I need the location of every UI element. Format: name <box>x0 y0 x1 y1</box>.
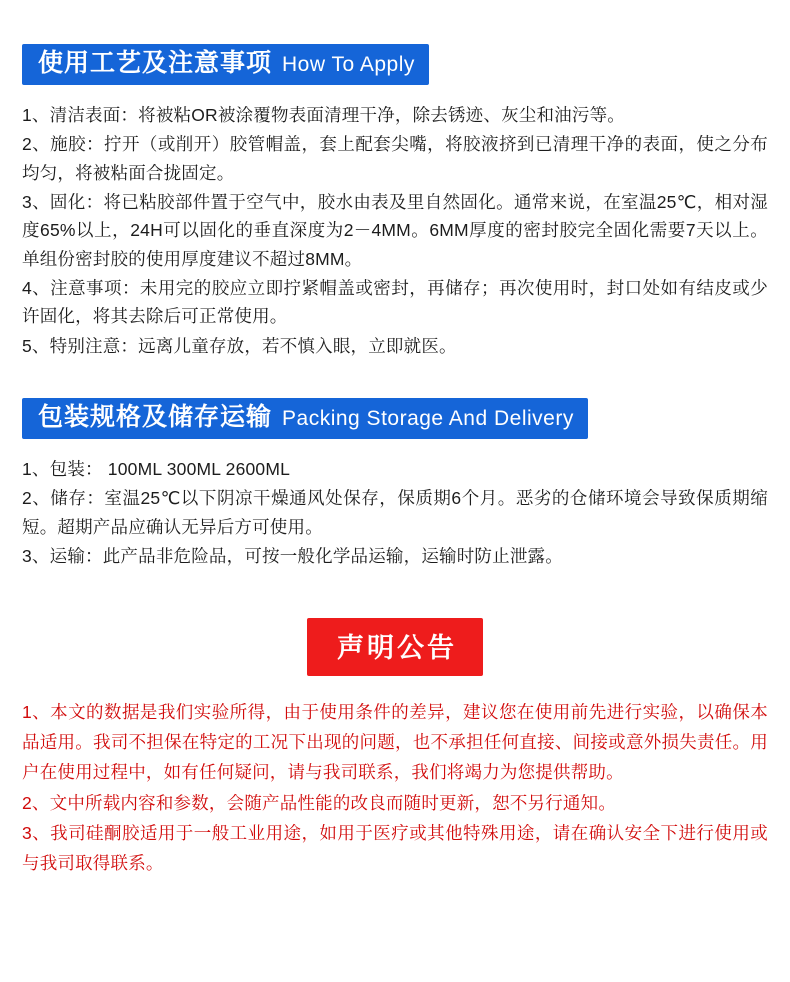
how-to-apply-heading-banner <box>22 44 429 85</box>
packing-line: 2、储存：室温25℃以下阴凉干燥通风处保存，保质期6个月。恶劣的仓储环境会导致保质期缩短。超期产品应确认无异后方可使用。 <box>22 488 768 537</box>
how-to-apply-line: 1、清洁表面：将被粘OR被涂覆物表面清理干净，除去锈迹、灰尘和油污等。 <box>22 105 625 125</box>
section-how-to-apply <box>22 44 768 360</box>
how-to-apply-body <box>22 101 768 360</box>
packing-heading-cn: 包装规格及储存运输 <box>38 403 273 432</box>
how-to-apply-line: 4、注意事项：未用完的胶应立即拧紧帽盖或密封，再储存；再次使用时，封口处如有结皮或少许固化，将其去除后可正常使用。 <box>22 278 768 327</box>
how-to-apply-heading-en: How To Apply <box>282 53 415 76</box>
how-to-apply-line: 3、固化：将已粘胶部件置于空气中，胶水由表及里自然固化。通常来说，在室温25℃，相对湿度65%以上，24H可以固化的垂直深度为2－4MM。6MM厚度的密封胶完全固化需要7天以上。 单组份密封胶的使用厚度建议不超过8MM。 <box>22 192 768 269</box>
declaration-heading-banner: 声明公告 <box>307 618 483 676</box>
packing-heading-banner <box>22 398 588 439</box>
declaration-line: 3、我司硅酮胶适用于一般工业用途，如用于医疗或其他特殊用途，请在确认安全下进行使用或与我司取得联系。 <box>22 823 768 874</box>
declaration-body <box>22 698 768 879</box>
packing-body <box>22 455 768 570</box>
how-to-apply-heading-cn: 使用工艺及注意事项 <box>38 49 273 77</box>
declaration-heading-wrap <box>22 618 768 676</box>
packing-line: 1、包装： 100ML 300ML 2600ML <box>22 459 291 480</box>
packing-line: 3、运输：此产品非危险品，可按一般化学品运输，运输时防止泄露。 <box>22 546 563 567</box>
how-to-apply-line: 5、特别注意：远离儿童存放，若不慎入眼，立即就医。 <box>22 335 457 356</box>
section-packing-storage-delivery <box>22 398 768 570</box>
how-to-apply-line: 2、施胶：拧开（或削开）胶管帽盖，套上配套尖嘴，将胶液挤到已清理干净的表面，使之分布均匀，将被粘面合拢固定。 <box>22 134 768 183</box>
declaration-line: 2、文中所载内容和参数，会随产品性能的改良而随时更新，恕不另行通知。 <box>22 792 617 813</box>
declaration-line: 1、本文的数据是我们实验所得，由于使用条件的差异，建议您在使用前先进行实验，以确保本品适用。我司不担保在特定的工况下出现的问题，也不承担任何直接、间接或意外损失责任。用户在使用过程中，如有任何疑问，请与我司联系，我们将竭力为您提供帮助。 <box>22 702 768 782</box>
section-declaration <box>22 618 768 879</box>
packing-heading-en: Packing Storage And Delivery <box>282 407 574 431</box>
